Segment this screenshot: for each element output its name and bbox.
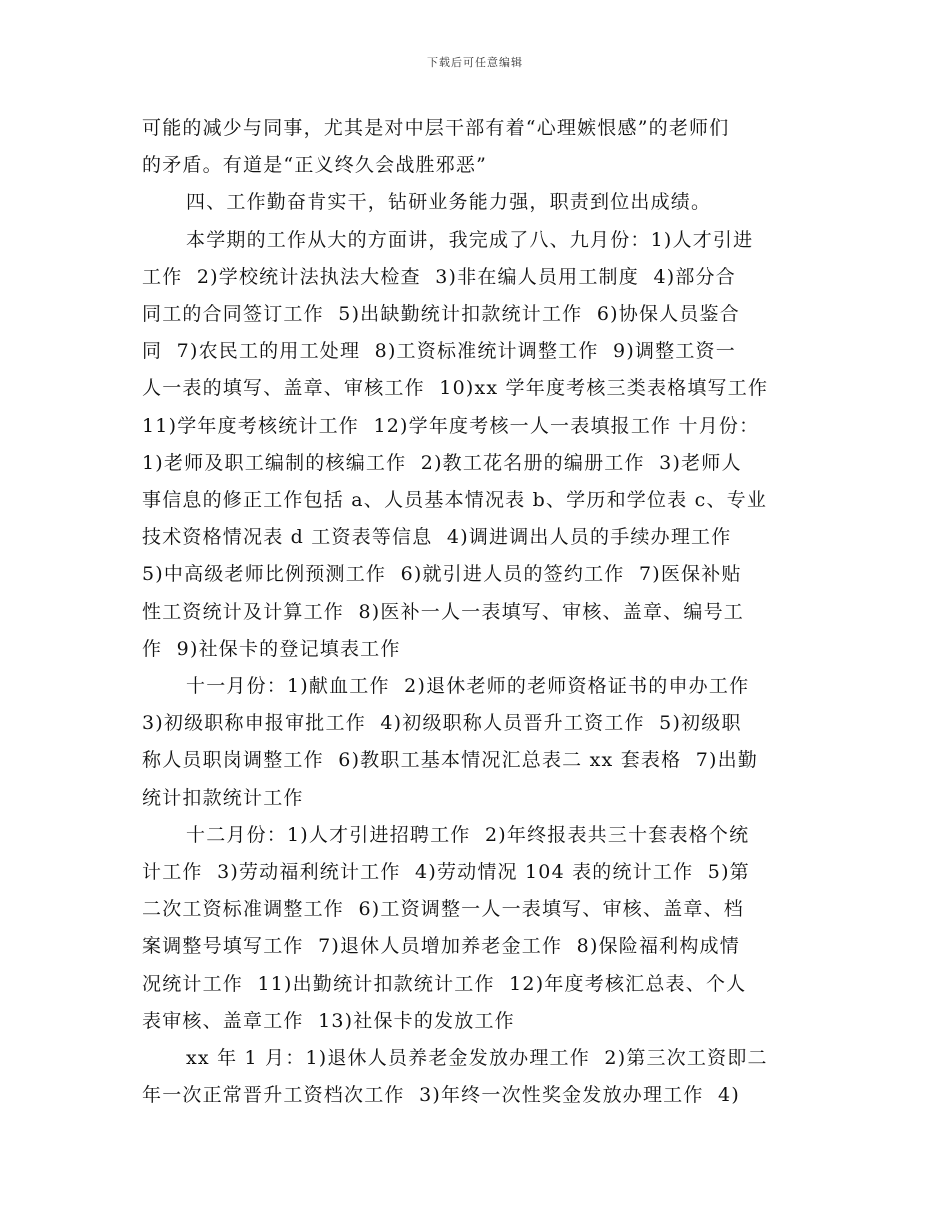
text-line: 作 9)社保卡的登记填表工作 — [142, 637, 401, 660]
text-line: 事信息的修正工作包括 a、人员基本情况表 b、学历和学位表 c、专业 — [142, 489, 768, 512]
paragraph-start-line: 十一月份：1)献血工作 2)退休老师的老师资格证书的申办工作 — [186, 675, 750, 698]
text-line: 案调整号填写工作 7)退休人员增加养老金工作 8)保险福利构成情 — [142, 935, 740, 958]
document-body — [142, 110, 808, 1114]
text-line: 1)老师及职工编制的核编工作 2)教工花名册的编册工作 3)老师人 — [142, 451, 742, 474]
text-line: 同 7)农民工的用工处理 8)工资标准统计调整工作 9)调整工资一 — [142, 340, 736, 363]
text-line: 称人员职岗调整工作 6)教职工基本情况汇总表二 xx 套表格 7)出勤 — [142, 749, 759, 772]
text-line: 二次工资标准调整工作 6)工资调整一人一表填写、审核、盖章、档 — [142, 898, 744, 921]
text-line: 统计扣款统计工作 — [142, 786, 304, 809]
text-line: 11)学年度考核统计工作 12)学年度考核一人一表填报工作 十月份： — [142, 414, 760, 437]
paragraph-start-line: xx 年 1 月：1)退休人员养老金发放办理工作 2)第三次工资即二 — [186, 1047, 768, 1070]
text-line: 可能的减少与同事，尤其是对中层干部有着“心理嫉恨感”的老师们 — [142, 117, 730, 139]
text-line: 年一次正常晋升工资档次工作 3)年终一次性奖金发放办理工作 4) — [142, 1084, 740, 1107]
text-line: 3)初级职称申报审批工作 4)初级职称人员晋升工资工作 5)初级职 — [142, 712, 742, 735]
text-line: 计工作 3)劳动福利统计工作 4)劳动情况 104 表的统计工作 5)第 — [142, 861, 750, 884]
paragraph-start-line: 十二月份：1)人才引进招聘工作 2)年终报表共三十套表格个统 — [186, 823, 750, 846]
text-line: 况统计工作 11)出勤统计扣款统计工作 12)年度考核汇总表、个人 — [142, 972, 747, 995]
text-line: 同工的合同签订工作 5)出缺勤统计扣款统计工作 6)协保人员鉴合 — [142, 303, 740, 326]
page-header: 下载后可任意编辑 — [427, 56, 523, 69]
text-line: 人一表的填写、盖章、审核工作 10)xx 学年度考核三类表格填写工作 — [142, 377, 769, 400]
text-line: 工作 2)学校统计法执法大检查 3)非在编人员用工制度 4)部分合 — [142, 265, 736, 288]
text-line: 性工资统计及计算工作 8)医补一人一表填写、审核、盖章、编号工 — [142, 600, 744, 623]
paragraph-start-line: 本学期的工作从大的方面讲，我完成了八、九月份：1)人才引进 — [186, 228, 754, 251]
text-line: 的矛盾。有道是“正义终久会战胜邪恶” — [142, 154, 488, 177]
text-line: 技术资格情况表 d 工资表等信息 4)调进调出人员的手续办理工作 — [142, 526, 732, 549]
paragraph-start-line: 四、工作勤奋肯实干，钻研业务能力强，职责到位出成绩。 — [186, 191, 712, 214]
text-line: 5)中高级老师比例预测工作 6)就引进人员的签约工作 7)医保补贴 — [142, 563, 742, 586]
text-line: 表审核、盖章工作 13)社保卡的发放工作 — [142, 1009, 515, 1032]
